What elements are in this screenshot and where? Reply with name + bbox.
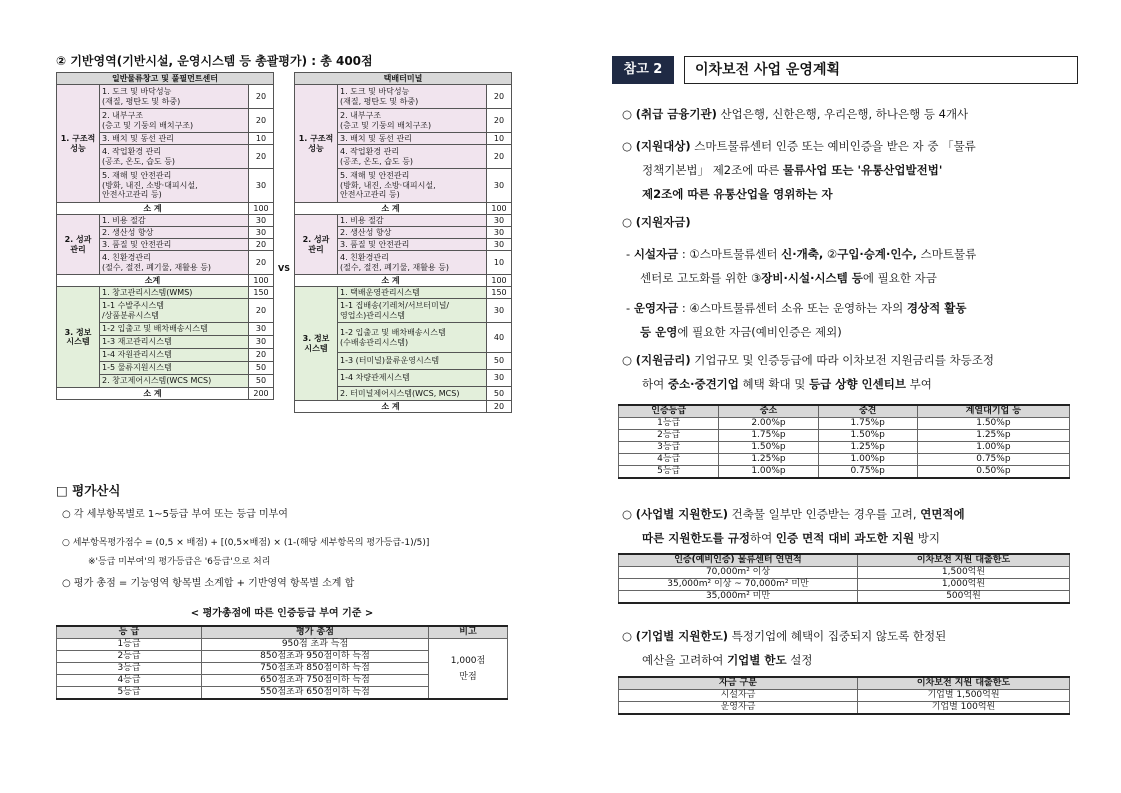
subtotal-value: 200: [249, 388, 274, 400]
score-cell: 20: [487, 145, 512, 169]
table-cell: 1. 비용 절감: [338, 215, 487, 227]
table-cell: 1.00%p: [917, 442, 1069, 454]
score-cell: 30: [249, 227, 274, 239]
table-cell: 4. 작업환경 관리 (공조, 온도, 습도 등): [100, 145, 249, 169]
para-funds-title: ○ (지원자금): [622, 215, 691, 229]
table-cell: 1.50%p: [719, 442, 818, 454]
calc-line-3: ○ 평가 총점 = 기능영역 항목별 소계합 + 기반영역 항목별 소계 합: [62, 578, 355, 589]
subtotal-value: 20: [487, 401, 512, 413]
score-cell: 30: [249, 215, 274, 227]
section-title: ② 기반영역(기반시설, 운영시스템 등 총괄평가) : 총 400점: [56, 54, 373, 68]
table-cell: 2.00%p: [719, 418, 818, 430]
col-header: 자금 구분: [619, 677, 858, 690]
para-interest-rate: ○ (지원금리) 기업규모 및 인증등급에 따라 이차보전 지원금리를 차등조정 하여 중소·중견기업 혜택 확대 및 등급 상향 인센티브 부여: [622, 353, 994, 391]
reference-title: 이차보전 사업 운영계획: [684, 56, 1078, 84]
calc-title: □ 평가산식: [56, 483, 121, 498]
table-cell: 1등급: [57, 639, 202, 651]
table-cell: 950점 초과 득점: [202, 639, 429, 651]
subtotal-value: 100: [249, 203, 274, 215]
score-cell: 20: [249, 299, 274, 323]
table-cell: 2. 생산성 향상: [100, 227, 249, 239]
table-cell: 5. 재해 및 안전관리 (방화, 내진, 소방·대피시설, 안전사고관리 등): [338, 169, 487, 203]
table-cell: 기업별 1,500억원: [858, 690, 1070, 702]
table-cell: 1. 택배운영관리시스템: [338, 287, 487, 299]
table-cell: 2. 내부구조 (층고 및 기둥의 배치구조): [100, 109, 249, 133]
score-cell: 20: [487, 85, 512, 109]
calc-note: ※'등급 미부여'의 평가등급은 '6등급'으로 처리: [88, 557, 271, 567]
table-cell: 3. 품질 및 안전관리: [100, 239, 249, 251]
table-cell: 1. 비용 절감: [100, 215, 249, 227]
col-header: 중소: [719, 405, 818, 418]
para-project-limit: ○ (사업별 지원한도) 건축물 일부만 인증받는 경우를 고려, 연면적에 따른 지원한도를 규정하여 인증 면적 대비 과도한 지원 방지: [622, 507, 965, 545]
table-cell: 750점초과 850점이하 득점: [202, 663, 429, 675]
fund-limit-table: [618, 676, 1070, 715]
score-cell: 30: [487, 239, 512, 251]
table-cell: 0.75%p: [917, 454, 1069, 466]
col-header: 평가 총점: [202, 626, 429, 639]
table-cell: 1.25%p: [917, 430, 1069, 442]
area-table: [618, 553, 1070, 604]
calc-line-1: ○ 각 세부항목별로 1~5등급 부여 또는 등급 미부여: [62, 509, 288, 520]
table-cell: 1-3 재고관리시스템: [100, 336, 249, 349]
col-header: 계열대기업 등: [917, 405, 1069, 418]
category-performance: 2. 성과 관리: [295, 215, 338, 275]
score-cell: 50: [249, 362, 274, 375]
table-cell: 1.00%p: [719, 466, 818, 479]
table-cell: 3등급: [57, 663, 202, 675]
table-cell: 850점초과 950점이하 득점: [202, 651, 429, 663]
table-cell: 1-4 차량관제시스템: [338, 370, 487, 387]
table-cell: 3등급: [619, 442, 719, 454]
score-cell: 50: [249, 375, 274, 388]
table-cell: 1-3 (터미널)물류운영시스템: [338, 353, 487, 370]
table-cell: 5등급: [619, 466, 719, 479]
table-cell: 1.50%p: [917, 418, 1069, 430]
score-cell: 30: [249, 336, 274, 349]
col-header: 비고: [429, 626, 508, 639]
score-cell: 50: [487, 387, 512, 401]
para-operating-fund: - 운영자금 : ④스마트물류센터 소유 또는 운영하는 자의 경상적 활동 등 운영에 필요한 자금(예비인증은 제외): [626, 301, 967, 339]
table-cell: 70,000m² 이상: [619, 567, 858, 579]
grade-note: 1,000점 만점: [429, 639, 508, 700]
table-cell: 35,000m² 이상 ~ 70,000m² 미만: [619, 579, 858, 591]
table-header: 택배터미널: [295, 73, 512, 85]
vs-label: VS: [278, 264, 290, 273]
table-cell: 2. 생산성 향상: [338, 227, 487, 239]
score-cell: 20: [487, 109, 512, 133]
table-cell: 운영자금: [619, 702, 858, 715]
table-cell: 500억원: [858, 591, 1070, 604]
table-cell: 5등급: [57, 687, 202, 700]
subtotal-value: 100: [487, 275, 512, 287]
calc-line-2: ○ 세부항목평가점수 = (0,5 × 배점) + [(0,5×배점) × (1-(해당 세부항목의 평가등급-1)/5)]: [62, 538, 430, 548]
table-cell: 1.25%p: [719, 454, 818, 466]
table-cell: 1등급: [619, 418, 719, 430]
col-header: 이차보전 지원 대출한도: [858, 554, 1070, 567]
table-cell: 1.25%p: [818, 442, 917, 454]
category-performance: 2. 성과 관리: [57, 215, 100, 275]
para-financial-institutions: ○ (취급 금융기관) 산업은행, 신한은행, 우리은행, 하나은행 등 4개사: [622, 107, 969, 121]
table-cell: 1. 도크 및 바닥성능 (재질, 평탄도 및 하중): [100, 85, 249, 109]
table-header: 일반물류창고 및 풀필먼트센터: [57, 73, 274, 85]
score-cell: 150: [249, 287, 274, 299]
table-cell: 2. 내부구조 (층고 및 기둥의 배치구조): [338, 109, 487, 133]
subtotal-label: 소 계: [57, 203, 249, 215]
table-cell: 1. 도크 및 바닥성능 (재질, 평탄도 및 하중): [338, 85, 487, 109]
reference-tag: 참고 2: [612, 56, 674, 84]
table-cell: 1,500억원: [858, 567, 1070, 579]
col-header: 이차보전 지원 대출한도: [858, 677, 1070, 690]
table-cell: 시설자금: [619, 690, 858, 702]
table-cell: 4. 친환경관리 (절수, 절전, 폐기물, 재활용 등): [100, 251, 249, 275]
score-cell: 30: [487, 227, 512, 239]
score-cell: 20: [249, 349, 274, 362]
table-cell: 4등급: [619, 454, 719, 466]
col-header: 인증(예비인증) 물류센터 연면적: [619, 554, 858, 567]
table-cell: 550점초과 650점이하 득점: [202, 687, 429, 700]
subtotal-label: 소계: [57, 275, 249, 287]
table-cell: 4. 친환경관리 (절수, 절전, 폐기물, 재활용 등): [338, 251, 487, 275]
score-cell: 150: [487, 287, 512, 299]
score-cell: 20: [249, 145, 274, 169]
score-cell: 10: [487, 251, 512, 275]
table-cell: 1-4 자원관리시스템: [100, 349, 249, 362]
table-cell: 1.75%p: [818, 418, 917, 430]
table-cell: 35,000m² 미만: [619, 591, 858, 604]
table-cell: 650점초과 750점이하 득점: [202, 675, 429, 687]
table-cell: 3. 배치 및 동선 관리: [338, 133, 487, 145]
score-cell: 30: [487, 299, 512, 323]
table-cell: 4등급: [57, 675, 202, 687]
table-cell: 1-2 입출고 및 배차배송시스템: [100, 323, 249, 336]
score-cell: 20: [249, 85, 274, 109]
table-cell: 1-1 수발주시스템 /상품분류시스템: [100, 299, 249, 323]
para-eligibility: ○ (지원대상) 스마트물류센터 인증 또는 예비인증을 받은 자 중 「물류 정책기본법」 제2조에 따른 물류사업 또는 '유통산업발전법' 제2조에 따른 유통산업을 영위하는 자: [622, 139, 976, 201]
score-cell: 30: [487, 169, 512, 203]
eval-table-warehouse: [56, 72, 274, 400]
para-company-limit: ○ (기업별 지원한도) 특정기업에 혜택이 집중되지 않도록 한정된 예산을 고려하여 기업별 한도 설정: [622, 629, 947, 667]
score-cell: 10: [249, 133, 274, 145]
grade-table: [56, 625, 508, 700]
table-cell: 2등급: [619, 430, 719, 442]
table-cell: 3. 품질 및 안전관리: [338, 239, 487, 251]
category-structure: 1. 구조적 성능: [295, 85, 338, 203]
table-cell: 1.00%p: [818, 454, 917, 466]
rate-table: [618, 404, 1070, 479]
category-info-system: 3. 정보 시스템: [57, 287, 100, 388]
grade-table-title: < 평가총점에 따른 인증등급 부여 기준 >: [190, 608, 374, 619]
table-cell: 5. 재해 및 안전관리 (방화, 내진, 소방·대피시설, 안전사고관리 등): [100, 169, 249, 203]
table-cell: 기업별 100억원: [858, 702, 1070, 715]
table-cell: 1. 창고관리시스템(WMS): [100, 287, 249, 299]
table-cell: 1,000억원: [858, 579, 1070, 591]
table-cell: 4. 작업환경 관리 (공조, 온도, 습도 등): [338, 145, 487, 169]
score-cell: 30: [249, 323, 274, 336]
col-header: 인증등급: [619, 405, 719, 418]
para-facility-fund: - 시설자금 : ①스마트물류센터 신·개축, ②구입·승계·인수, 스마트물류 센터로 고도화를 위한 ③장비·시설·시스템 등에 필요한 자금: [626, 247, 977, 285]
score-cell: 20: [249, 239, 274, 251]
subtotal-label: 소 계: [295, 401, 487, 413]
col-header: 등 급: [57, 626, 202, 639]
table-cell: 1-5 물류지원시스템: [100, 362, 249, 375]
table-cell: 3. 배치 및 동선 관리: [100, 133, 249, 145]
table-cell: 0.50%p: [917, 466, 1069, 479]
table-cell: 2. 터미널제어시스템(WCS, MCS): [338, 387, 487, 401]
col-header: 중견: [818, 405, 917, 418]
score-cell: 20: [249, 109, 274, 133]
category-info-system: 3. 정보 시스템: [295, 287, 338, 401]
score-cell: 30: [249, 169, 274, 203]
subtotal-value: 100: [249, 275, 274, 287]
score-cell: 30: [487, 215, 512, 227]
eval-table-terminal: [294, 72, 512, 413]
score-cell: 20: [249, 251, 274, 275]
score-cell: 10: [487, 133, 512, 145]
subtotal-value: 100: [487, 203, 512, 215]
subtotal-label: 소 계: [295, 275, 487, 287]
subtotal-label: 소 계: [57, 388, 249, 400]
table-cell: 1.75%p: [719, 430, 818, 442]
score-cell: 30: [487, 370, 512, 387]
category-structure: 1. 구조적 성능: [57, 85, 100, 203]
table-cell: 1.50%p: [818, 430, 917, 442]
table-cell: 1-2 입출고 및 배차배송시스템 (수배송관리시스템): [338, 323, 487, 353]
table-cell: 1-1 집배송(기레처/서브터미널/ 영업소)관리시스템: [338, 299, 487, 323]
table-cell: 0.75%p: [818, 466, 917, 479]
score-cell: 50: [487, 353, 512, 370]
table-cell: 2. 창고제어시스템(WCS MCS): [100, 375, 249, 388]
score-cell: 40: [487, 323, 512, 353]
table-cell: 2등급: [57, 651, 202, 663]
subtotal-label: 소 계: [295, 203, 487, 215]
